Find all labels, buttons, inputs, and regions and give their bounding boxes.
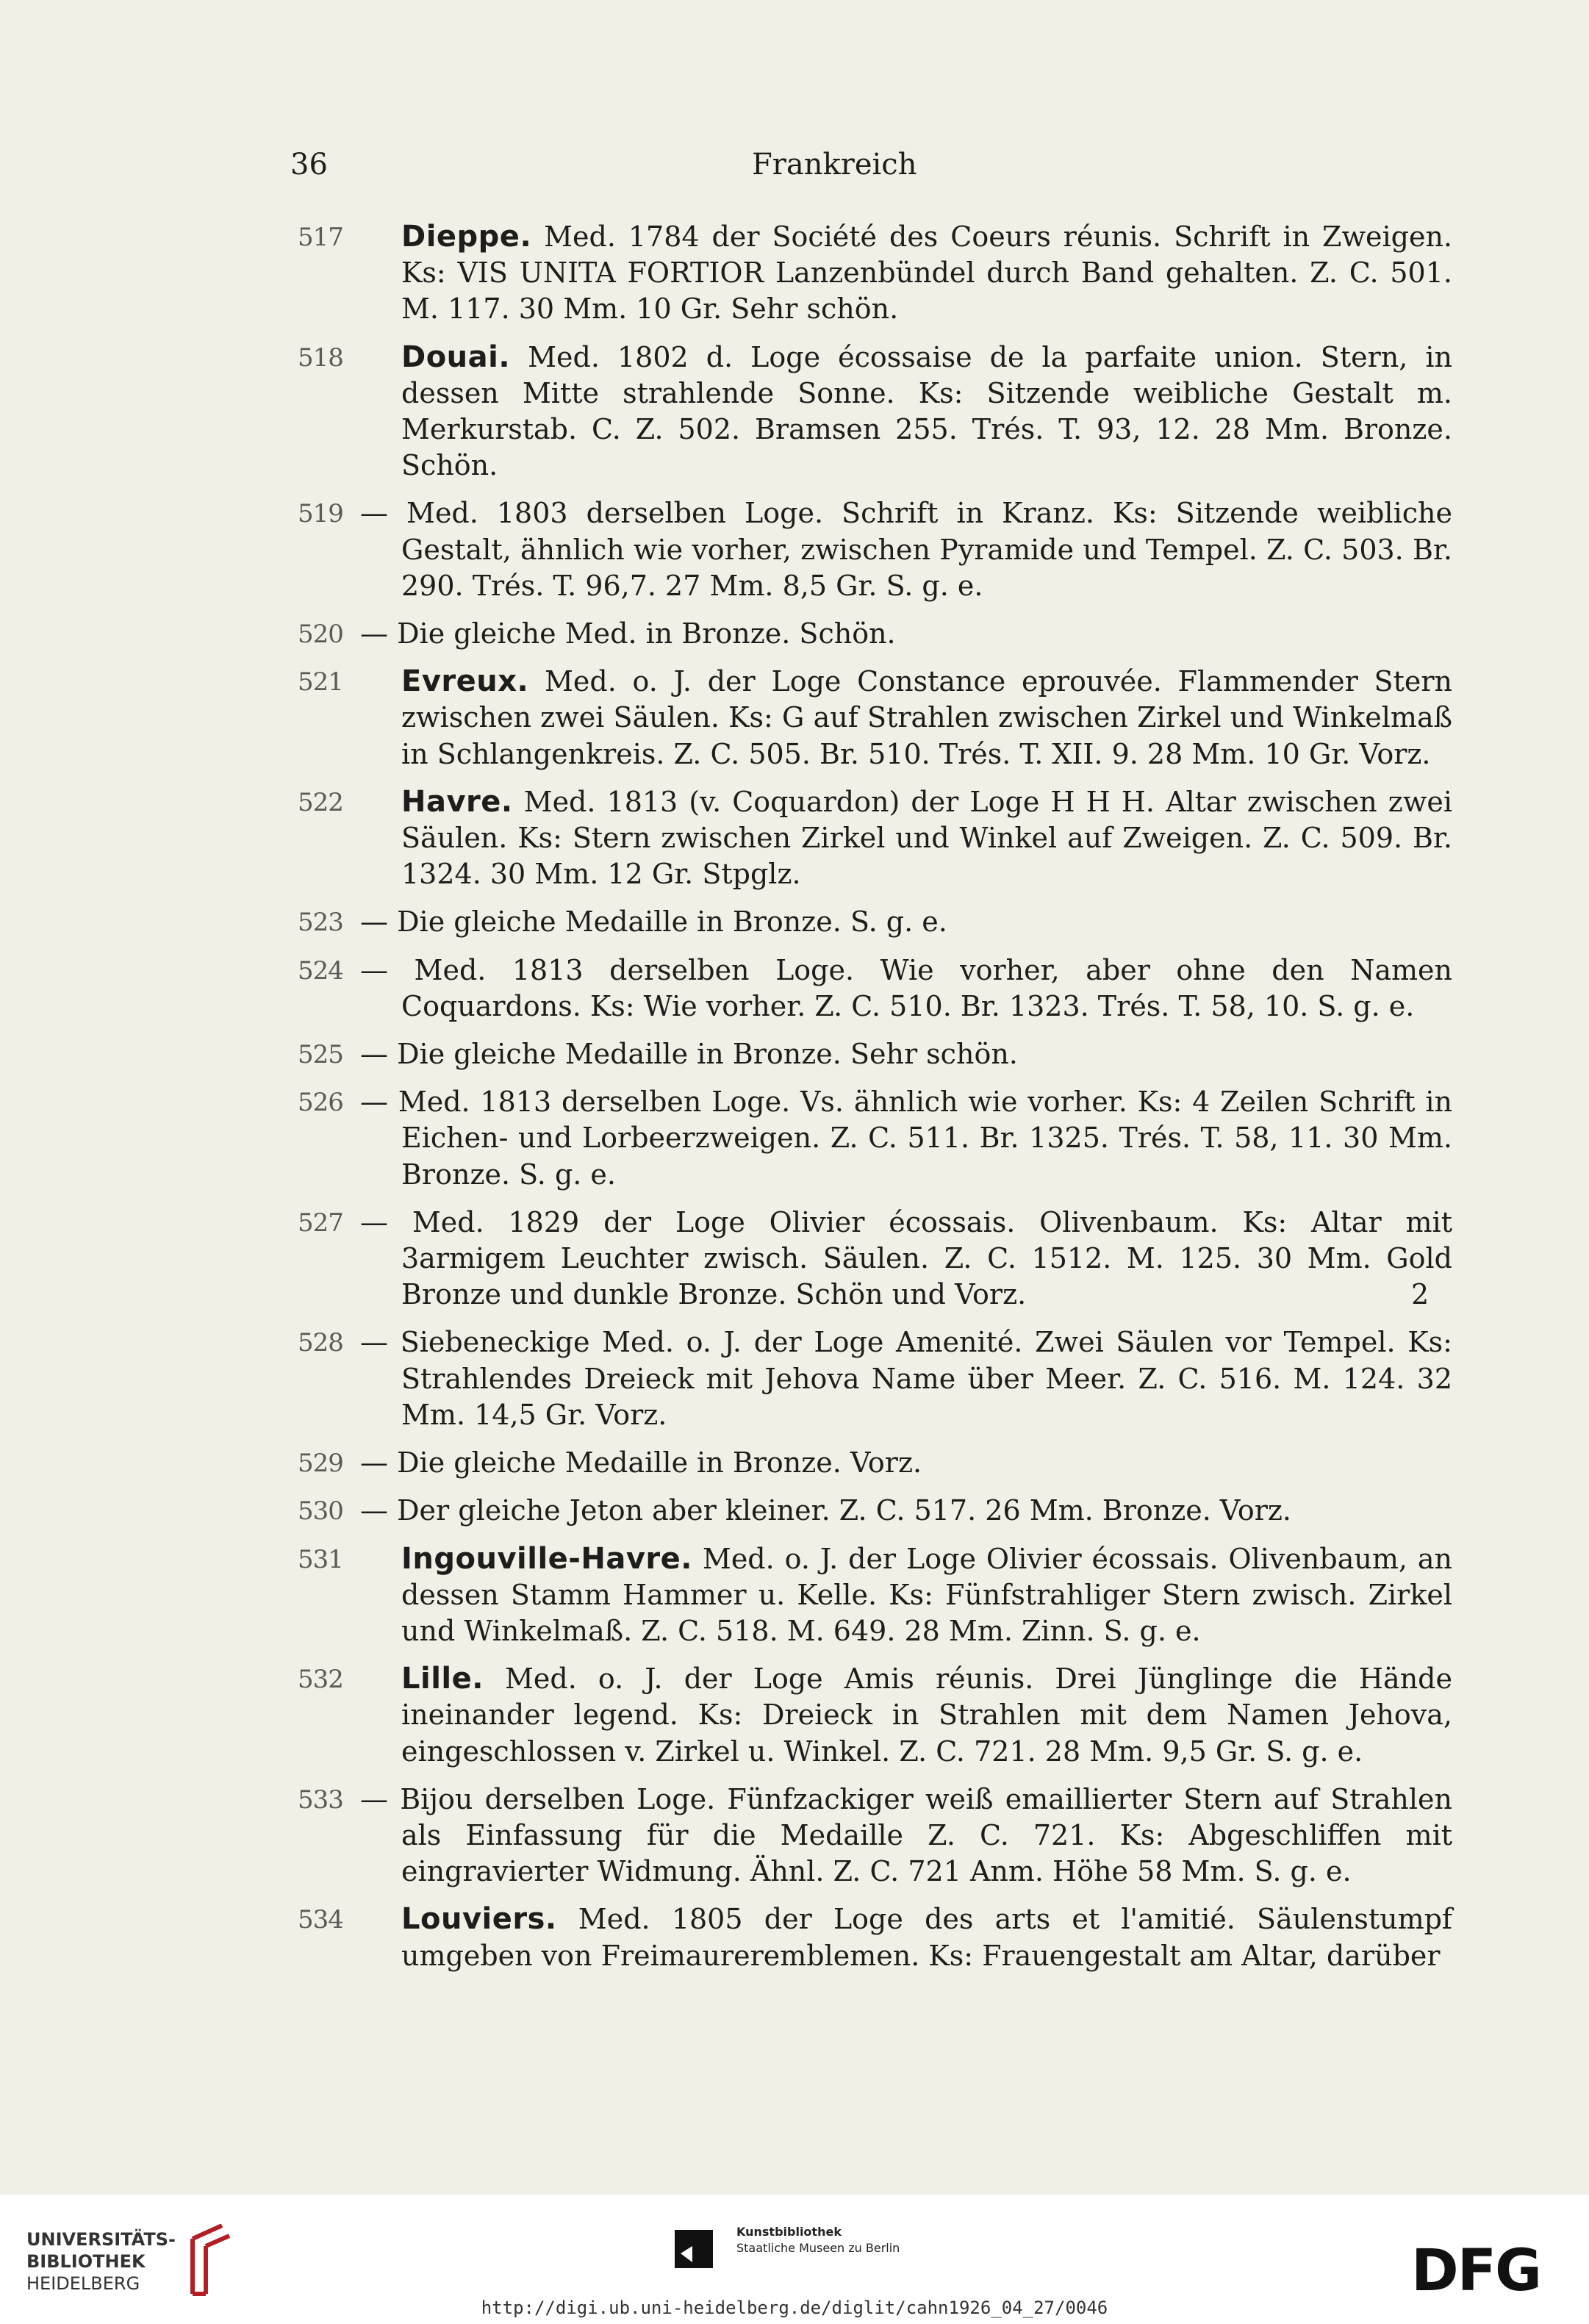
catalogue-entry (0, 1445, 1589, 1481)
ub-heidelberg-logo[interactable] (26, 2224, 254, 2298)
catalogue-entry (0, 616, 1589, 652)
catalogue-entry (0, 1324, 1589, 1433)
entry-dash: — (360, 905, 388, 939)
entry-text (360, 616, 1452, 652)
entry-number: 522 (298, 787, 343, 817)
entry-number: 528 (298, 1328, 343, 1358)
entry-dash: — (360, 1038, 388, 1071)
kunstbibliothek-wordmark (736, 2224, 900, 2256)
entry-description: Med. o. J. der Loge Olivier écossais. Olivenbaum, an dessen Stamm Hammer u. Kelle. Ks: Fünfstrahliger Stern zwisch. Zirkel und Winkelmaß. Z. C. 518. M. 649. 28 Mm. Zinn. S. g. e. (401, 1542, 1452, 1647)
catalogue-entry (0, 1036, 1589, 1072)
entry-dash: — (360, 497, 388, 530)
catalogue-entry (0, 495, 1589, 604)
entry-number: 531 (298, 1544, 343, 1574)
entry-number: 527 (298, 1208, 343, 1238)
ub-mark-icon (163, 2224, 251, 2298)
kunstbibliothek-mark-icon (675, 2230, 713, 2268)
entry-text (360, 1084, 1452, 1193)
entry-description: Die gleiche Medaille in Bronze. Vorz. (397, 1446, 922, 1480)
entry-text (401, 664, 1452, 772)
entry-dash: — (360, 1326, 388, 1359)
entry-dash: — (360, 1205, 388, 1238)
entry-dash: — (360, 1446, 388, 1480)
entry-description: Der gleiche Jeton aber kleiner. Z. C. 517. 26 Mm. Bronze. Vorz. (397, 1494, 1292, 1527)
entry-description: Med. 1813 (v. Coquardon) der Loge H H H. Altar zwischen zwei Säulen. Ks: Stern zwischen Zirkel und Winkel auf Zweigen. Z. C. 509. Br. 1324. 30 Mm. 12 Gr. Stpglz. (401, 785, 1452, 891)
entry-dash: — (360, 617, 388, 650)
entry-dash: — (360, 1782, 388, 1815)
entry-number: 520 (298, 620, 343, 650)
kb-line-1: Kunstbibliothek (736, 2225, 842, 2239)
entry-text (401, 340, 1452, 484)
entry-text: — Med. 1829 der Loge Olivier écossais. Olivenbaum. Ks: Altar mit 3armigem Leuchter zwisch. Säulen. Z. C. 1512. M. 125. 30 Mm. Gold Bronze und dunkle Bronze. Schön und Vorz. 2 (360, 1205, 1452, 1311)
kunstbibliothek-logo[interactable] (675, 2224, 939, 2283)
entry-place: Ingouville-Havre. (401, 1541, 692, 1576)
entry-text (360, 904, 1452, 940)
catalogue-entry (0, 1493, 1589, 1529)
page-header (0, 144, 1589, 188)
entry-text (401, 784, 1452, 893)
entry-description: Med. 1805 der Loge des arts et l'amitié. Säulenstumpf umgeben von Freimaureremblemen. Ks: Frauengestalt am Altar, darüber (401, 1903, 1452, 1972)
entry-description: Siebeneckige Med. o. J. der Loge Amenité. Zwei Säulen vor Tempel. Ks: Strahlendes Dreieck mit Jehova Name über Meer. Z. C. 516. M. 124. 32 Mm. 14,5 Gr. Vorz. (400, 1326, 1452, 1431)
entry-description: Med. 1813 derselben Loge. Wie vorher, aber ohne den Namen Coquardons. Ks: Wie vorher. Z. C. 510. Br. 1323. Trés. T. 58, 10. S. g. e. (401, 953, 1452, 1022)
catalogue-entry (0, 904, 1589, 940)
entry-number: 530 (298, 1496, 343, 1527)
entry-place: Havre. (401, 784, 513, 819)
entry-text (360, 1493, 1452, 1529)
entry-dash: — (360, 1494, 388, 1527)
entry-description: Med. o. J. der Loge Constance eprouvée. Flammender Stern zwischen zwei Säulen. Ks: G auf Strahlen zwischen Zirkel und Winkelmaß in Schlangenkreis. Z. C. 505. Br. 510. Trés. T. XII. 9. 28 Mm. 10 Gr. Vorz. (401, 665, 1452, 770)
entry-description: Med. o. J. der Loge Amis réunis. Drei Jünglinge die Hände ineinander legend. Ks: Dreieck in Strahlen mit dem Namen Jehova, eingeschlossen v. Zirkel u. Winkel. Z. C. 721. 28 Mm. 9,5 Gr. S. g. e. (401, 1663, 1452, 1768)
catalogue-entry (0, 1901, 1589, 1973)
entry-number: 517 (298, 223, 343, 252)
page-number: 36 (290, 148, 328, 182)
catalogue-entry (0, 1541, 1589, 1650)
entry-text (360, 1324, 1452, 1433)
catalogue-entry (0, 340, 1589, 484)
entry-number: 519 (298, 499, 343, 529)
catalogue-entry (0, 1661, 1589, 1770)
entry-number: 534 (298, 1905, 343, 1935)
entry-text (401, 219, 1452, 328)
entry-number: 533 (298, 1785, 343, 1815)
catalogue-entry (0, 1084, 1589, 1193)
entry-number: 518 (298, 342, 343, 373)
entry-text (360, 1036, 1452, 1072)
catalogue-entries (0, 219, 1589, 1986)
entry-text (401, 1541, 1452, 1650)
entry-description: Med. 1803 derselben Loge. Schrift in Kranz. Ks: Sitzende weibliche Gestalt, ähnlich wie vorher, zwischen Pyramide und Tempel. Z. C. 503. Br. 290. Trés. T. 96,7. 27 Mm. 8,5 Gr. S. g. e. (401, 497, 1452, 602)
kb-line-2: Staatliche Museen zu Berlin (736, 2241, 900, 2255)
entry-description: Die gleiche Med. in Bronze. Schön. (397, 617, 896, 650)
entry-number: 523 (298, 908, 343, 938)
ub-line-2: BIBLIOTHEK (26, 2251, 146, 2272)
entry-place: Lille. (401, 1662, 484, 1696)
entry-number: 526 (298, 1088, 343, 1118)
catalogue-entry (0, 219, 1589, 328)
entry-text (360, 495, 1452, 604)
entry-description: Med. 1784 der Société des Coeurs réunis. Schrift in Zweigen. Ks: VIS UNITA FORTIOR Lanzenbündel durch Band gehalten. Z. C. 501. M. 117. 30 Mm. 10 Gr. Sehr schön. (401, 220, 1452, 326)
entry-text (401, 1901, 1452, 1973)
entry-text (360, 1445, 1452, 1481)
catalogue-entry (0, 1782, 1589, 1890)
ub-line-3: HEIDELBERG (26, 2273, 140, 2294)
entry-text (401, 1661, 1452, 1770)
entry-number: 524 (298, 955, 343, 986)
catalogue-entry (0, 1205, 1589, 1313)
entry-description: Die gleiche Medaille in Bronze. Sehr schön. (397, 1038, 1018, 1071)
catalogue-entry (0, 664, 1589, 772)
entry-place: Dieppe. (401, 220, 532, 254)
entry-dash: — (360, 1086, 388, 1119)
entry-number: 529 (298, 1449, 343, 1479)
entry-number: 525 (298, 1040, 343, 1070)
entry-place: Evreux. (401, 664, 529, 699)
entry-description: Med. 1802 d. Loge écossaise de la parfaite union. Stern, in dessen Mitte strahlende Sonne. Ks: Sitzende weibliche Gestalt m. Merkurstab. C. Z. 502. Bramsen 255. Trés. T. 93, 12. 28 Mm. Bronze. Schön. (401, 340, 1452, 482)
entry-text (360, 1782, 1452, 1890)
permalink-url[interactable]: http://digi.ub.uni-heidelberg.de/diglit/cahn1926_04_27/0046 (481, 2298, 1108, 2318)
entry-description: Med. 1813 derselben Loge. Vs. ähnlich wie vorher. Ks: 4 Zeilen Schrift in Eichen- und Lorbeerzweigen. Z. C. 511. Br. 1325. Trés. T. 58, 11. 30 Mm. Bronze. S. g. e. (398, 1086, 1452, 1191)
entry-number: 521 (298, 667, 343, 697)
entry-place: Louviers. (401, 1902, 557, 1937)
running-title: Frankreich (752, 148, 917, 182)
entry-place: Douai. (401, 340, 511, 374)
ub-line-1: UNIVERSITÄTS- (26, 2229, 176, 2250)
digitization-footer (0, 2195, 1589, 2324)
entry-text (360, 953, 1452, 1025)
entry-number: 532 (298, 1665, 343, 1695)
catalogue-entry (0, 953, 1589, 1025)
entry-description: Med. 1829 der Loge Olivier écossais. Olivenbaum. Ks: Altar mit 3armigem Leuchter zwisch. Säulen. Z. C. 1512. M. 125. 30 Mm. Gold Bronze und dunkle Bronze. Schön und Vorz. (401, 1205, 1452, 1311)
entry-description: Bijou derselben Loge. Fünfzackiger weiß emaillierter Stern auf Strahlen als Einfassung für die Medaille Z. C. 721. Ks: Abgeschliffen mit eingravierter Widmung. Ähnl. Z. C. 721 Anm. Höhe 58 Mm. S. g. e. (400, 1782, 1452, 1888)
catalogue-entry (0, 784, 1589, 893)
dfg-logo-icon[interactable] (1411, 2242, 1565, 2300)
entry-description: Die gleiche Medaille in Bronze. S. g. e. (397, 905, 947, 939)
dfg-logo-text: DFG (1411, 2242, 1541, 2300)
entry-dash: — (360, 953, 388, 986)
ub-heidelberg-wordmark (26, 2228, 176, 2295)
